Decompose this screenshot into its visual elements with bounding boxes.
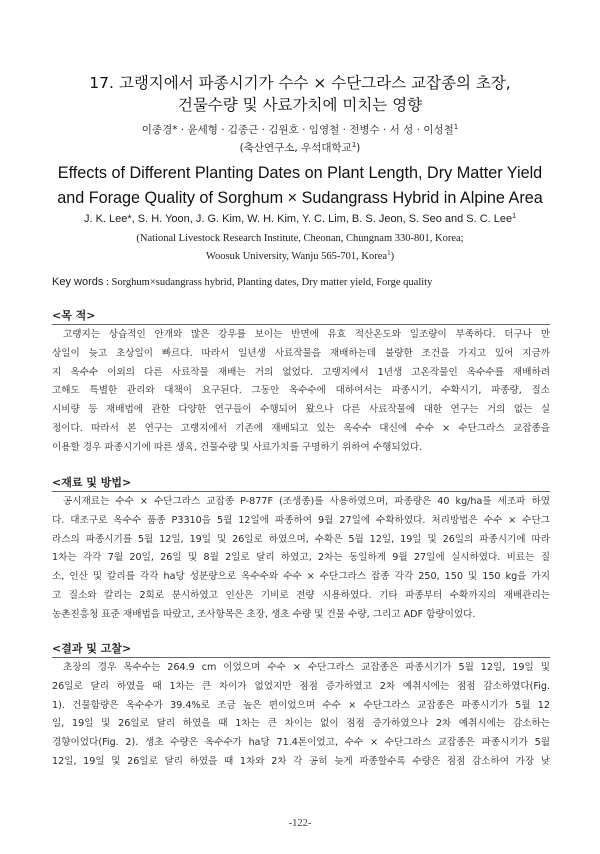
- english-authors-text: J. K. Lee*, S. H. Yoon, J. G. Kim, W. H. Kim, Y. C. Lim, B. S. Jeon, S. Seo and S. C. Lee: [83, 213, 513, 225]
- section-heading-methods: <재료 및 방법>: [52, 476, 132, 489]
- text-line: 12일, 19일 및 26일로 달리 하였을 때 1차와 2차 각 공히 늦게 파종할수록 수량은 점점 감소하여 가장 낮: [52, 755, 550, 767]
- text-line: 공시재료는 수수 × 수단그라스 교잡종 P-877F (조생종)를 사용하였으며, 파종량은 40 kg/ha를 세조파 하였: [63, 496, 550, 507]
- text-line: 라스의 파종시기를 5월 12일, 19일 및 26일로 하였으며, 수확은 5월 12일, 19일 및 26일의 파종시기에 따라: [52, 533, 550, 545]
- korean-authors-sup: 1: [453, 123, 459, 131]
- korean-affiliation: [40, 140, 560, 156]
- english-affiliation-line-2: [40, 249, 560, 265]
- english-title-line-1: Effects of Different Planting Dates on Plant Length, Dry Matter Yield: [57, 164, 543, 182]
- text-line: 상일이 늦고 초상일이 빠르다. 따라서 일년생 사료작물을 재배하는데 불량한 조건을 가지고 있어 지금까: [52, 347, 550, 359]
- text-line: 초장의 경우 옥수수는 264.9 cm 이었으며 수수 × 수단그라스 교잡종은 파종시기가 5월 12일, 19일 및: [63, 662, 550, 673]
- text-line: 고 질소와 칼리는 2회로 분시하였고 인산은 기비로 전량 시용하였다. 기타 파종부터 수확까지의 재배관리는: [52, 589, 550, 601]
- section-rule-results: [52, 657, 550, 658]
- text-line: 고랭지는 상습적인 안개와 많은 강우를 보이는 반면에 유효 적산온도와 일조량이 부족하다. 더구나 만: [63, 329, 550, 340]
- korean-affiliation-sup: 1: [351, 141, 357, 149]
- english-affiliation-line-2-text: Woosuk University, Wanju 565-701, Korea: [205, 251, 388, 262]
- text-line: 일, 19일 및 26일로 달리 하였을 때 1차는 큰 차이는 없이 점점 증가하였으나 2차 예취시에는 감소하는: [52, 718, 550, 730]
- english-authors-sup: 1: [512, 213, 517, 220]
- keywords-label: Key words: [52, 276, 104, 288]
- text-line: 이용할 경우 파종시기에 따른 생육, 건물수량 및 사료가치를 구명하기 위하여 수행되었다.: [52, 441, 423, 453]
- text-line: 시비량 등 재배법에 관한 다양한 연구들이 수행되어 왔으나 다른 사료작물에 대한 연구는 거의 없는 실: [52, 404, 550, 416]
- section-rule-purpose: [52, 324, 550, 325]
- korean-authors-text: 이종경* · 윤세형 · 김종근 · 김원호 · 임영철 · 전병수 · 서 성 · 이성철: [141, 124, 454, 136]
- text-line: 1). 건물함량은 옥수수가 39.4%로 조금 높은 편이었으며 수수 × 수단그라스 교잡종은 파종시기가 5월 12: [52, 699, 550, 711]
- section-rule-methods: [52, 491, 550, 492]
- english-authors: [40, 211, 560, 227]
- paragraph-methods: [52, 493, 550, 625]
- keywords: [52, 276, 552, 288]
- korean-title-line-1: 17. 고랭지에서 파종시기가 수수 × 수단그라스 교잡종의 초장,: [89, 74, 511, 92]
- paragraph-results: [52, 659, 550, 772]
- page-number: -122-: [288, 818, 312, 829]
- section-heading-results: <결과 및 고찰>: [52, 642, 132, 655]
- korean-affiliation-text: (축산연구소, 우석대학교: [239, 142, 352, 154]
- text-line: 농촌진흥청 표준 재배법을 따랐고, 조사항목은 초장, 생초 수량 및 건물 수량, 그리고 ADF 함량이었다.: [52, 608, 476, 620]
- text-line: 소, 인산 및 칼리를 각각 ha당 성분량으로 옥수수와 수수 × 수단그라스 잡종 각각 250, 150 및 150 kg을 가지: [52, 571, 550, 583]
- paragraph-purpose: [52, 326, 550, 458]
- text-line: 다. 대조구로 옥수수 품종 P3310을 5월 12일에 파종하여 9월 27일에 수확하였다. 처리방법은 수수 × 수단그: [52, 514, 550, 526]
- english-title-line-2: and Forage Quality of Sorghum × Sudangrass Hybrid in Alpine Area: [57, 189, 543, 207]
- korean-affiliation-end: ): [356, 142, 361, 154]
- text-line: 고해도 특별한 관리와 대책이 요구된다. 그동안 옥수수에 대하여서는 파종시기, 수확시기, 파종량, 질소: [52, 385, 550, 397]
- section-heading-purpose: <목 적>: [52, 309, 96, 322]
- keywords-text: : Sorghum×sudangrass hybrid, Planting dates, Dry matter yield, Forge quality: [103, 277, 433, 288]
- text-line: 1차는 각각 7월 20일, 26일 및 8월 2일로 달리 하였고, 2차는 동일하게 9월 27일에 실시하였다. 비료는 질: [52, 552, 550, 564]
- text-line: 정이다. 따라서 본 연구는 고랭지에서 기존에 재배되고 있는 옥수수 대신에 수수 × 수단그라스 교잡종을: [52, 422, 550, 434]
- korean-authors: [40, 122, 560, 138]
- korean-title-line-2: 건물수량 및 사료가치에 미치는 영향: [177, 96, 423, 114]
- english-affiliation-line-1: (National Livestock Research Institute, Cheonan, Chungnam 330-801, Korea;: [136, 233, 464, 244]
- english-affiliation-line-2-sup: 1: [387, 249, 391, 257]
- text-line: 26일로 달리 하였을 때 1차는 큰 차이가 없었지만 점점 증가하였고 2차 예취시에는 점점 감소하였다(Fig.: [52, 680, 550, 692]
- text-line: 경향이었다(Fig. 2). 생초 수량은 옥수수가 ha당 71.4톤이었고, 수수 × 수단그라스 교잡종은 파종시기가 5월: [52, 737, 550, 749]
- text-line: 지 옥수수 이외의 다른 사료작물 재배는 거의 없었다. 고랭지에서 1년생 고온작물인 옥수수를 재배하려: [52, 366, 550, 378]
- english-affiliation-line-2-end: ): [390, 251, 395, 262]
